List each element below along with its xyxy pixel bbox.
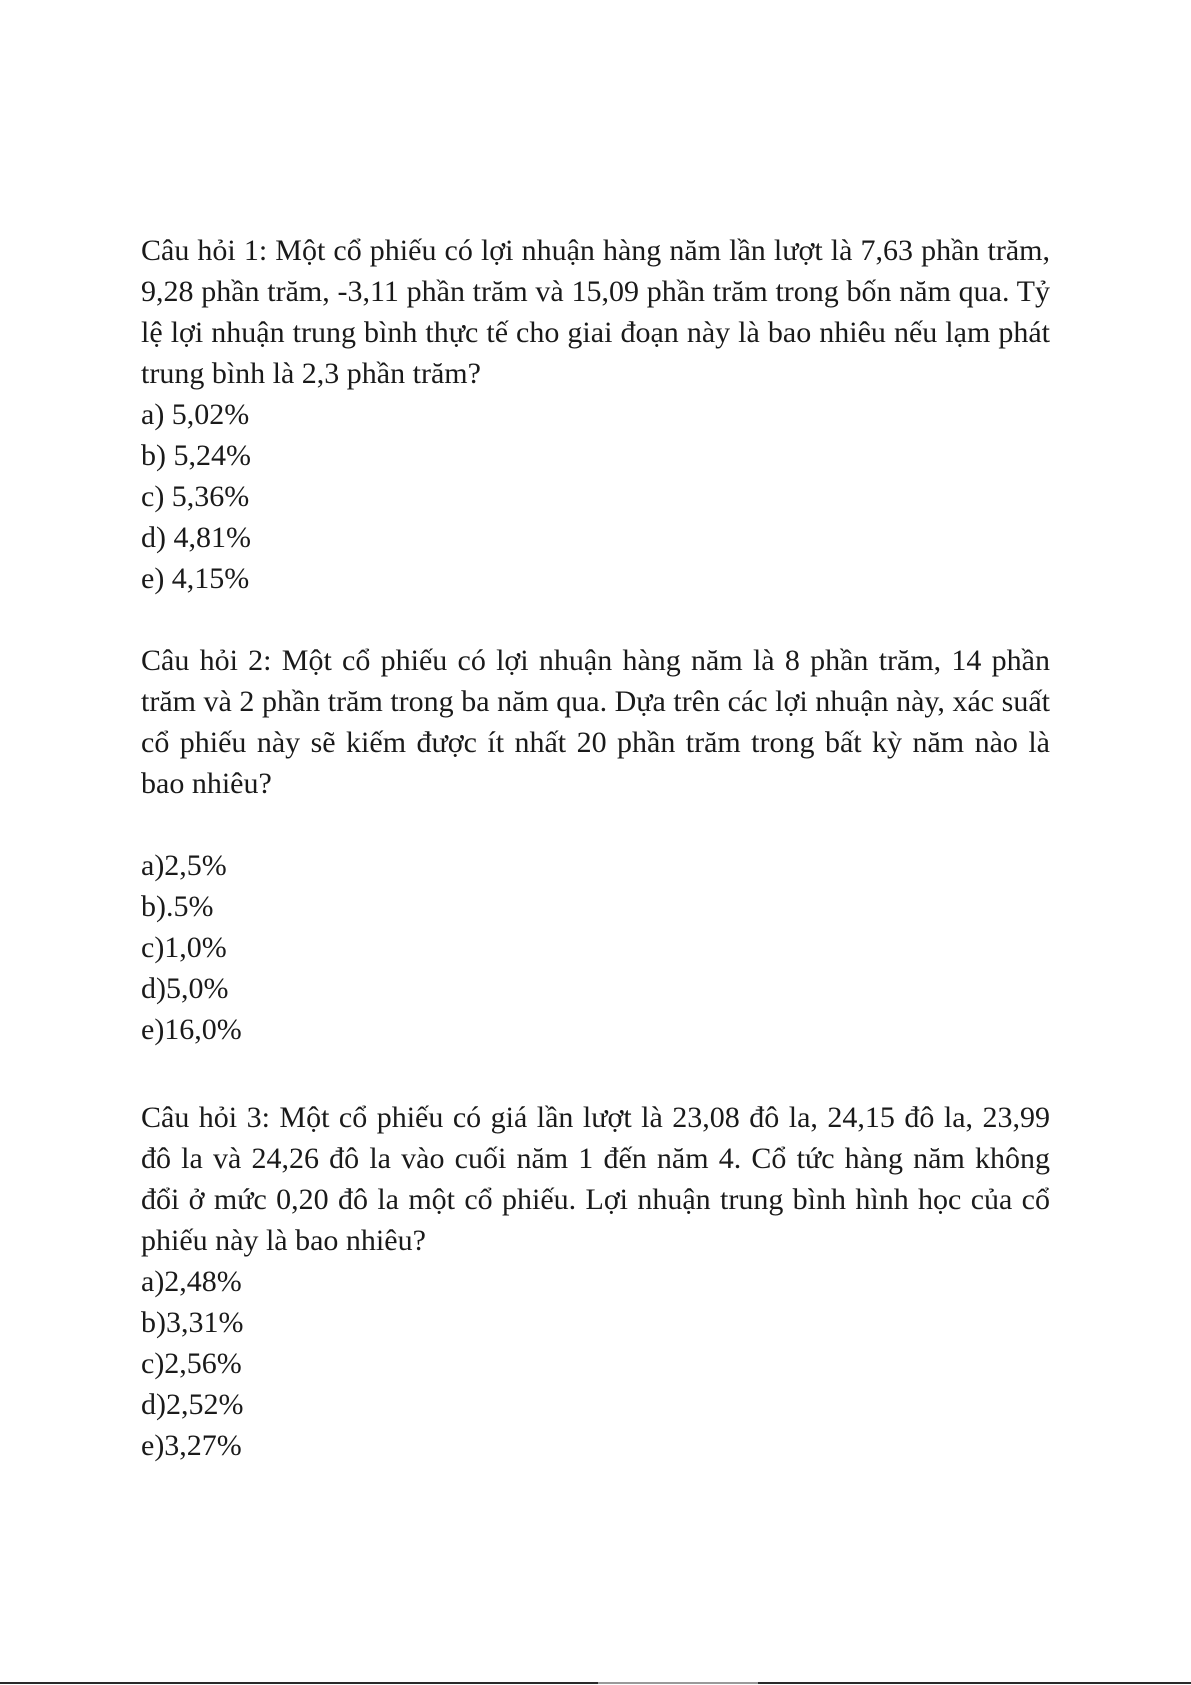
question-2-option-e: e)16,0% bbox=[141, 1013, 242, 1046]
question-2 bbox=[141, 640, 1050, 1050]
question-3-option-e: e)3,27% bbox=[141, 1429, 242, 1462]
question-1-text: Câu hỏi 1: Một cổ phiếu có lợi nhuận hàng năm lần lượt là 7,63 phần trăm, 9,28 phần trăm, -3,11 phần trăm và 15,09 phần trăm trong bốn năm qua. Tỷ lệ lợi nhuận trung bình thực tế cho giai đoạn này là bao nhiêu nếu lạm phát trung bình là 2,3 phần trăm? bbox=[141, 234, 1050, 390]
question-1-option-e: e) 4,15% bbox=[141, 562, 250, 595]
question-3-text: Câu hỏi 3: Một cổ phiếu có giá lần lượt là 23,08 đô la, 24,15 đô la, 23,99 đô la và 24,26 đô la vào cuối năm 1 đến năm 4. Cổ tức hàng năm không đổi ở mức 0,20 đô la một cổ phiếu. Lợi nhuận trung bình hình học của cổ phiếu này là bao nhiêu? bbox=[141, 1101, 1050, 1257]
question-3-option-d: d)2,52% bbox=[141, 1388, 244, 1421]
blank-line bbox=[141, 804, 1050, 845]
question-2-option-b: b).5% bbox=[141, 890, 214, 923]
question-1-option-c: c) 5,36% bbox=[141, 480, 250, 513]
question-3-option-b: b)3,31% bbox=[141, 1306, 244, 1339]
question-1-option-d: d) 4,81% bbox=[141, 521, 251, 554]
question-3 bbox=[141, 1097, 1050, 1466]
page-bottom-divider-segment bbox=[598, 1682, 758, 1684]
question-1-option-a: a) 5,02% bbox=[141, 398, 250, 431]
question-1-option-b: b) 5,24% bbox=[141, 439, 251, 472]
question-2-option-d: d)5,0% bbox=[141, 972, 229, 1005]
question-2-option-c: c)1,0% bbox=[141, 931, 227, 964]
question-1 bbox=[141, 230, 1050, 599]
question-2-text: Câu hỏi 2: Một cổ phiếu có lợi nhuận hàng năm là 8 phần trăm, 14 phần trăm và 2 phần trăm trong ba năm qua. Dựa trên các lợi nhuận này, xác suất cổ phiếu này sẽ kiếm được ít nhất 20 phần trăm trong bất kỳ năm nào là bao nhiêu? bbox=[141, 644, 1050, 800]
question-2-option-a: a)2,5% bbox=[141, 849, 227, 882]
page-bottom-divider bbox=[0, 1682, 1191, 1684]
question-3-option-a: a)2,48% bbox=[141, 1265, 242, 1298]
question-3-option-c: c)2,56% bbox=[141, 1347, 242, 1380]
